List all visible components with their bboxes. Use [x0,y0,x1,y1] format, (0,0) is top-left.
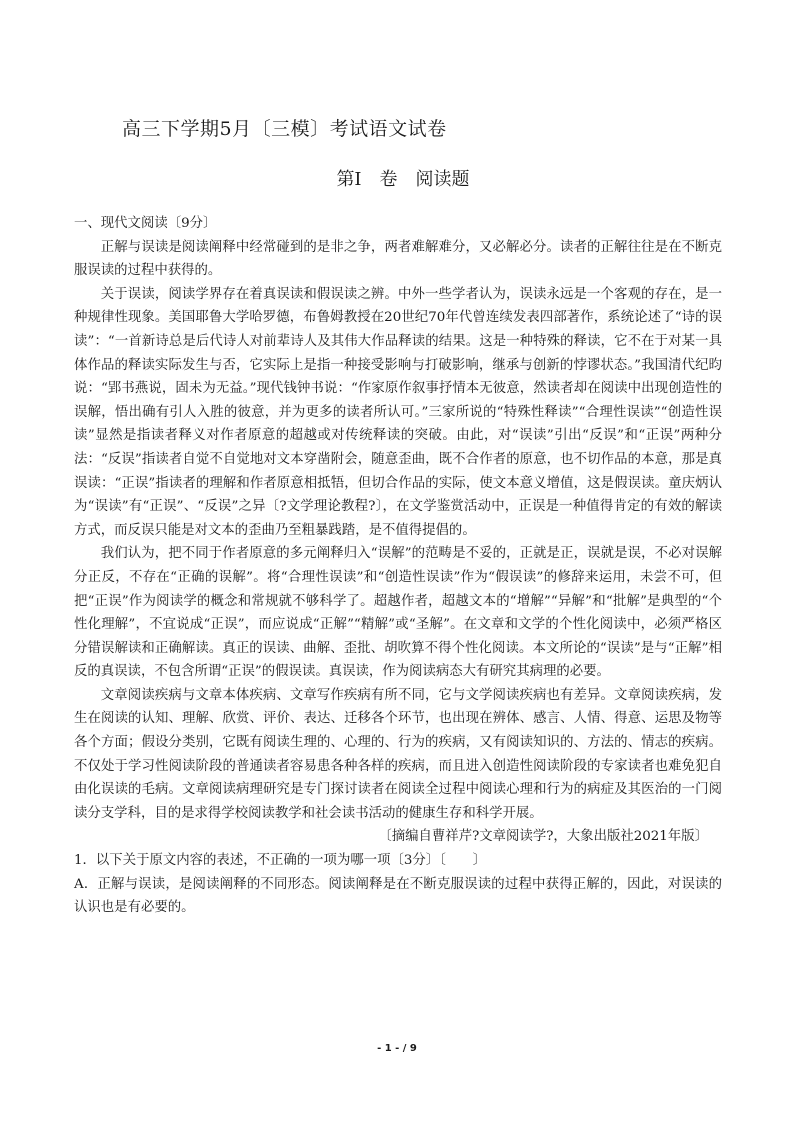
source-citation: 〔摘编自曹祥芹?文章阅读学?，大象出版社2021年版〕 [378,829,708,845]
paragraph-1: 正解与误读是阅读阐释中经常碰到的是非之争，两者难解难分，又必解必分。读者的正解往往是在不断克服误读的过程中获得的。 [74,239,722,279]
question-1-option-a: A．正解与误读，是阅读阐释的不同形态。阅读阐释是在不断克服误读的过程中获得正解的，因此，对误读的认识也是有必要的。 [74,876,722,916]
question-1: 1．以下关于原文内容的表述，不正确的一项为哪一项〔3分〕〔 〕 [74,853,487,869]
document-title: 高三下学期5月〔三模〕考试语文试卷 [122,118,447,140]
paragraph-2: 关于误读，阅读学界存在着真误读和假误读之辨。中外一些学者认为，误读永远是一个客观的存在，是一种规律性现象。美国耶鲁大学哈罗德，布鲁姆教授在20世纪70年代曾连续发表四部著作，系统论述了“诗的误读”：“一首新诗总是后代诗人对前辈诗人及其伟大作品释读的结果。这是一种特殊的释读，它不在于对某一具体作品的释读实际发生与否，它实际上是指一种接受影响与打破影响，继承与创新的悖谬状态。”我国清代纪昀说：“郢书燕说，固未为无益。”现代钱钟书说：“作家原作叙事抒情本无彼意，然读者却在阅读中出现创造性的误解，悟出确有引人入胜的彼意，并为更多的读者所认可。”三家所说的“特殊性释读”“合理性误读”“创造性误读”显然是指读者释义对作者原意的超越或对传统释读的突破。由此，对“误读”引出“反误”和“正误”两种分法：“反误”指读者自觉不自觉地对文本穿凿附会，随意歪曲，既不合作者的原意，也不切作品的本意，那是真误读：“正误”指读者的理解和作者原意相抵牾，但切合作品的实际，使文本意义增值，这是假误读。童庆炳认为“误读”有“正误”、“反误”之异〔?文学理论教程?〕，在文学鉴赏活动中，正误是一种值得肯定的有效的解读方式，而反误只能是对文本的歪曲乃至粗暴践踏，是不值得提倡的。 [74,286,722,538]
paragraph-3: 我们认为，把不同于作者原意的多元阐释归入“误解”的范畴是不妥的，正就是正，误就是误，不必对误解分正反，不存在“正确的误解”。将“合理性误读”和“创造性误读”作为“假误读”的修辞来运用，未尝不可，但把“正误”作为阅读学的概念和常规就不够科学了。超越作者，超越文本的“增解”“异解”和“批解”是典型的“个性化理解”，不宜说成“正误”，而应说成“正解”“精解”或“圣解”。在文章和文学的个性化阅读中，必须严格区分错误解读和正确解读。真正的误读、曲解、歪批、胡吹算不得个性化阅读。本文所论的“误读”是与“正解”相反的真误读，不包含所谓“正误”的假误读。真误读，作为阅读病态大有研究其病理的必要。 [74,546,722,680]
page-number: - 1 - / 9 [377,1043,417,1054]
paragraph-4: 文章阅读疾病与文章本体疾病、文章写作疾病有所不同，它与文学阅读疾病也有差异。文章阅读疾病，发生在阅读的认知、理解、欣赏、评价、表达、迁移各个环节，也出现在辨体、感言、人情、得意、运思及物等各个方面；假设分类别，它既有阅读生理的、心理的、行为的疾病，又有阅读知识的、方法的、情志的疾病。不仅处于学习性阅读阶段的普通读者容易患各种各样的疾病，而且进入创造性阅读阶段的专家读者也难免犯自由化误读的毛病。文章阅读病理研究是专门探讨读者在阅读全过程中阅读心理和行为的病症及其医治的一门阅读分支学科，目的是求得学校阅读教学和社会读书活动的健康生存和科学开展。 [74,687,722,821]
section-title: 第Ⅰ 卷 阅读题 [336,169,470,190]
section-heading: 一、现代文阅读〔9分〕 [74,216,217,231]
document-body [74,212,722,920]
